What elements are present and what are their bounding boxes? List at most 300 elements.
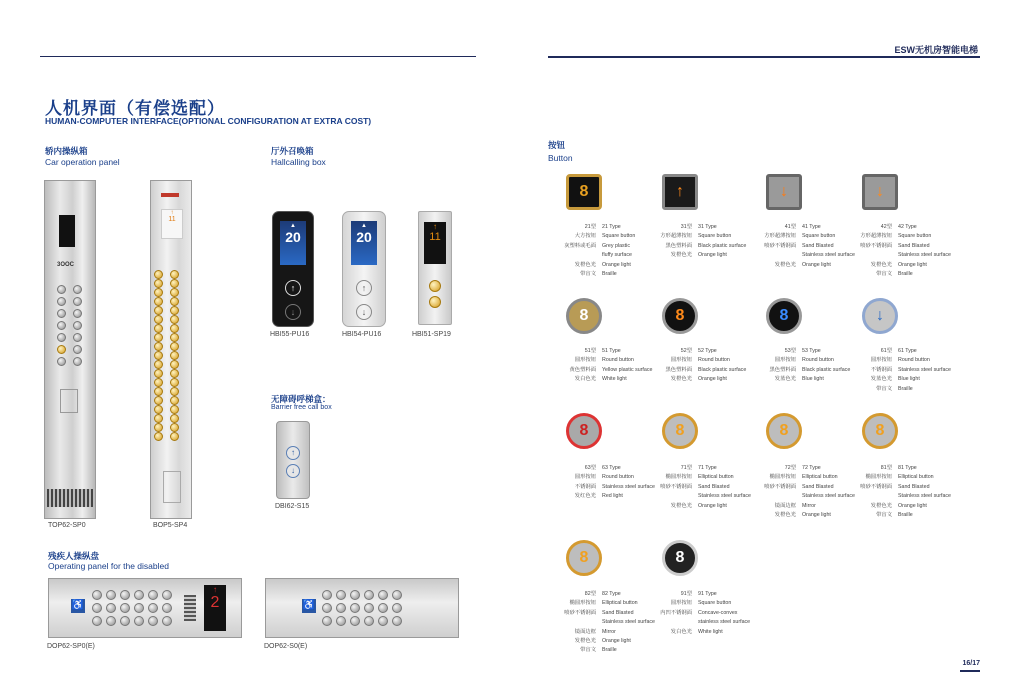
- spec-label-en: Mirror: [602, 628, 616, 635]
- spec-label-cn: 黑色塑料面: [665, 366, 692, 373]
- spec-label-en: Concave-convex: [698, 609, 738, 616]
- button-sample-31: [662, 174, 698, 210]
- hall-box-caption: HBI54-PU16: [342, 331, 382, 338]
- spec-label-en: Black plastic surface: [802, 366, 851, 373]
- panel-button: [322, 603, 332, 613]
- hall-box-hbi54: ▲ 20 ↑ ↓: [342, 211, 386, 327]
- car-button: [57, 321, 66, 330]
- keyhole-cover: [60, 389, 78, 413]
- spec-label-cn: 发橙色光: [870, 502, 892, 509]
- panel-button: [92, 603, 102, 613]
- spec-label-cn: 内凹不锈钢面: [660, 609, 692, 616]
- spec-label-cn: 圆形按钮: [574, 357, 596, 364]
- car-button: [154, 387, 163, 396]
- button-sample-72: [766, 413, 802, 449]
- spec-label-en: Stainless steel surface: [898, 493, 951, 500]
- spec-label-en: White light: [698, 628, 723, 635]
- panel-button: [162, 590, 172, 600]
- spec-label-en: Orange light: [898, 261, 927, 268]
- spec-label-cn: 不锈钢面: [870, 366, 892, 373]
- spec-label-cn: 发红色光: [574, 493, 596, 500]
- hall-box-hbi51: ↑ 11: [418, 211, 452, 325]
- spec-label-en: Round button: [898, 357, 930, 364]
- car-button: [57, 333, 66, 342]
- car-button: [57, 345, 66, 354]
- spec-label-en: Braille: [602, 271, 617, 277]
- down-arrow-icon: ↓: [876, 183, 884, 200]
- car-button: [154, 378, 163, 387]
- panel-button: [162, 603, 172, 613]
- car-button: [170, 387, 179, 396]
- button-sample-41: [766, 174, 802, 210]
- spec-label-cn: 圆形按钮: [774, 357, 796, 364]
- button-heading-en: Button: [548, 153, 573, 163]
- car-button: [154, 432, 163, 441]
- spec-label-en: Round button: [602, 474, 634, 481]
- spec-label-en: Elliptical button: [602, 600, 638, 607]
- spec-label-en: 61 Type: [898, 348, 917, 354]
- car-button: [57, 285, 66, 294]
- car-button: [170, 342, 179, 351]
- spec-label-en: Stainless steel surface: [898, 252, 951, 259]
- panel-button: [336, 590, 346, 600]
- button-sample-51: [566, 298, 602, 334]
- spec-label-cn: 81型: [880, 465, 892, 471]
- disabled-button-grid: [322, 590, 412, 630]
- panel-button: [364, 603, 374, 613]
- up-arrow-icon: ↑: [286, 446, 300, 460]
- page-subtitle: HUMAN-COMPUTER INTERFACE(OPTIONAL CONFIGURATION AT EXTRA COST): [45, 116, 372, 126]
- button-glyph: 8: [579, 422, 589, 439]
- header-rule-left: [40, 56, 476, 57]
- car-button: [170, 315, 179, 324]
- spec-label-en: 42 Type: [898, 224, 917, 230]
- spec-label-cn: 黄色塑料面: [569, 366, 596, 373]
- spec-label-en: Mirror: [802, 502, 816, 509]
- disabled-heading-en: Operating panel for the disabled: [48, 561, 169, 571]
- spec-label-cn: 椭圆形按钮: [665, 474, 692, 481]
- header-rule-right: [548, 56, 980, 58]
- car-button: [170, 306, 179, 315]
- spec-label-cn: 喷砂不锈钢面: [860, 242, 892, 249]
- panel-button: [120, 590, 130, 600]
- barrier-free-heading-en: Barrier free call box: [271, 404, 332, 411]
- page-title: 人机界面（有偿选配）: [45, 99, 225, 118]
- button-sample-42: [862, 174, 898, 210]
- spec-label-cn: 方形超薄按钮: [764, 233, 796, 240]
- panel-button: [162, 616, 172, 626]
- car-button: [73, 345, 82, 354]
- button-sample-61: [862, 298, 898, 334]
- spec-label-cn: 51型: [584, 348, 596, 354]
- spec-label-en: Square button: [698, 600, 732, 607]
- spec-label-cn: 发橙色光: [670, 502, 692, 509]
- up-call-button: [429, 280, 441, 292]
- disabled-caption: DOP62-SP0(E): [47, 643, 95, 650]
- spec-label-en: Orange light: [698, 252, 727, 259]
- spec-label-cn: 带盲文: [876, 385, 892, 392]
- hall-box-heading-cn: 厅外召唤箱: [271, 146, 314, 156]
- up-arrow-icon: ↑: [676, 183, 684, 200]
- spec-label-en: 82 Type: [602, 591, 621, 597]
- car-button: [154, 405, 163, 414]
- floor-number: 11: [429, 231, 441, 243]
- panel-button: [350, 590, 360, 600]
- car-button: [170, 414, 179, 423]
- car-button: [154, 279, 163, 288]
- up-arrow-icon: ↑: [285, 280, 301, 296]
- spec-label-en: Stainless steel surface: [602, 483, 655, 490]
- car-button: [170, 369, 179, 378]
- spec-label-en: Elliptical button: [698, 474, 734, 481]
- spec-label-cn: 镜面边框: [574, 628, 596, 635]
- spec-label-cn: 喷砂不锈钢面: [764, 242, 796, 249]
- spec-label-en: Sand Blasted: [898, 242, 930, 249]
- panel-button: [120, 616, 130, 626]
- spec-label-en: 91 Type: [698, 591, 717, 597]
- spec-label-en: Yellow plastic surface: [602, 366, 653, 373]
- panel-button: [392, 590, 402, 600]
- spec-label-en: 81 Type: [898, 465, 917, 471]
- panel-button: [148, 616, 158, 626]
- car-panel-caption: TOP62-SP0: [48, 522, 86, 529]
- car-panel-heading-en: Car operation panel: [45, 157, 120, 167]
- car-button: [73, 297, 82, 306]
- panel-button: [106, 590, 116, 600]
- button-sample-63: [566, 413, 602, 449]
- spec-label-cn: 发橙色光: [670, 376, 692, 383]
- button-glyph: 8: [579, 307, 589, 324]
- button-glyph: 8: [579, 183, 589, 200]
- spec-label-cn: 黑色塑料面: [769, 366, 796, 373]
- spec-label-cn: 42型: [880, 224, 892, 230]
- spec-label-cn: 带盲文: [876, 271, 892, 277]
- spec-label-cn: 72型: [784, 465, 796, 471]
- car-button: [170, 423, 179, 432]
- spec-label-cn: 椭圆形按钮: [865, 474, 892, 481]
- hall-box-caption: HBI55-PU16: [270, 331, 310, 338]
- spec-label-cn: 53型: [784, 348, 796, 354]
- hall-box-caption: HBI51-SP19: [412, 331, 451, 338]
- car-button: [73, 309, 82, 318]
- floor-number: 20: [356, 229, 372, 245]
- panel-button: [322, 590, 332, 600]
- page-number: 16/17: [962, 660, 980, 667]
- spec-label-cn: 91型: [680, 591, 692, 597]
- spec-label-en: Stainless steel surface: [802, 493, 855, 500]
- spec-label-en: Elliptical button: [898, 474, 934, 481]
- spec-label-en: 21 Type: [602, 224, 621, 230]
- car-panel-top62: [44, 180, 96, 519]
- button-sample-52: [662, 298, 698, 334]
- spec-label-cn: 41型: [784, 224, 796, 230]
- spec-label-cn: 方形超薄按钮: [660, 233, 692, 240]
- down-arrow-icon: ↓: [356, 304, 372, 320]
- spec-label-cn: 发橙色光: [574, 638, 596, 644]
- panel-button: [350, 603, 360, 613]
- car-button: [170, 432, 179, 441]
- down-arrow-icon: ↓: [876, 307, 884, 324]
- speaker-grille: [184, 595, 196, 621]
- car-button: [154, 423, 163, 432]
- bop-button-grid: [160, 270, 190, 470]
- button-heading-cn: 按钮: [548, 140, 566, 150]
- car-button: [154, 288, 163, 297]
- panel-button: [106, 603, 116, 613]
- panel-button: [134, 590, 144, 600]
- spec-label-cn: 椭圆形按钮: [769, 474, 796, 481]
- spec-label-en: 53 Type: [802, 348, 821, 354]
- spec-label-cn: 发橙色光: [670, 252, 692, 259]
- spec-label-en: Braille: [602, 647, 617, 654]
- spec-label-cn: 发橙色光: [870, 261, 892, 268]
- floor-number: 20: [285, 229, 301, 245]
- button-glyph: 8: [675, 549, 685, 566]
- spec-label-cn: 发白色光: [574, 376, 596, 383]
- spec-label-en: Orange light: [602, 638, 631, 644]
- car-button: [73, 285, 82, 294]
- panel-button: [92, 616, 102, 626]
- car-button: [154, 351, 163, 360]
- down-call-button: [429, 296, 441, 308]
- spec-label-cn: 发白色光: [670, 628, 692, 635]
- spec-label-cn: 31型: [680, 224, 692, 230]
- spec-label-en: Sand Blasted: [602, 609, 634, 616]
- spec-label-cn: 带盲文: [876, 512, 892, 518]
- spec-label-cn: 61型: [880, 348, 892, 354]
- spec-label-en: Red light: [602, 493, 623, 500]
- car-panel-heading-cn: 轿内操纵箱: [45, 146, 88, 156]
- car-button: [170, 297, 179, 306]
- spec-label-en: Square button: [602, 233, 636, 240]
- button-sample-21: [566, 174, 602, 210]
- spec-label-en: Square button: [698, 233, 732, 240]
- spec-label-cn: 喷砂不锈钢面: [660, 483, 692, 490]
- disabled-caption: DOP62-S0(E): [264, 643, 308, 650]
- disabled-heading-cn: 残疾人操纵盘: [48, 551, 100, 561]
- spec-label-en: Orange light: [802, 261, 831, 268]
- spec-label-cn: 21型: [584, 224, 596, 230]
- floor-arrow-display: ↑ 11: [161, 209, 183, 239]
- spec-label-cn: 圆形按钮: [574, 474, 596, 481]
- wheelchair-icon: ♿: [71, 600, 85, 611]
- spec-label-cn: 71型: [680, 465, 692, 471]
- floor-number: 2: [210, 594, 220, 611]
- spec-label-cn: 大方按钮: [574, 233, 596, 240]
- bop-caption: BOP5-SP4: [153, 522, 188, 529]
- spec-label-cn: 发橙色光: [774, 261, 796, 268]
- brand-title: ESW无机房智能电梯: [894, 45, 978, 55]
- button-glyph: 8: [675, 422, 685, 439]
- spec-label-en: White light: [602, 376, 627, 383]
- panel-button: [378, 616, 388, 626]
- button-glyph: 8: [875, 422, 885, 439]
- spec-label-en: Braille: [898, 385, 913, 392]
- wheelchair-icon: ♿: [302, 600, 316, 611]
- spec-label-en: Blue light: [898, 376, 920, 383]
- car-button: [170, 288, 179, 297]
- panel-button: [134, 616, 144, 626]
- spec-label-en: Square button: [898, 233, 932, 240]
- spec-label-en: Sand Blasted: [802, 483, 834, 490]
- button-glyph: 8: [779, 422, 789, 439]
- spec-label-en: Black plastic surface: [698, 366, 747, 373]
- car-button: [170, 324, 179, 333]
- spec-label-cn: 发橙色光: [774, 512, 796, 518]
- car-button: [170, 333, 179, 342]
- car-button: [154, 315, 163, 324]
- car-button: [170, 405, 179, 414]
- spec-label-en: Sand Blasted: [802, 242, 834, 249]
- spec-label-en: 72 Type: [802, 465, 821, 471]
- car-button: [170, 270, 179, 279]
- spec-label-cn: 63型: [584, 465, 596, 471]
- car-button: [154, 270, 163, 279]
- car-button: [154, 414, 163, 423]
- car-button: [170, 360, 179, 369]
- car-button: [170, 279, 179, 288]
- panel-button: [336, 603, 346, 613]
- spec-label-cn: 发橙色光: [574, 261, 596, 268]
- down-arrow-icon: ↓: [286, 464, 300, 478]
- spec-label-en: Orange light: [698, 376, 727, 383]
- hall-box-heading-en: Hallcalling box: [271, 157, 326, 167]
- floor-display: ↑ 2: [204, 585, 226, 631]
- button-glyph: 8: [675, 307, 685, 324]
- spec-label-en: Sand Blasted: [698, 483, 730, 490]
- spec-label-cn: 带盲文: [580, 271, 596, 277]
- spec-label-cn: 52型: [680, 348, 692, 354]
- button-sample-71: [662, 413, 698, 449]
- button-sample-91: [662, 540, 698, 576]
- panel-button: [392, 603, 402, 613]
- car-button: [170, 351, 179, 360]
- panel-brand-strip: [161, 193, 179, 197]
- spec-label-en: Braille: [898, 512, 913, 518]
- spec-label-en: Round button: [698, 357, 730, 364]
- spec-label-cn: 喷砂不锈钢面: [860, 483, 892, 490]
- hall-box-hbi55: ▲ 20 ↑ ↓: [272, 211, 314, 327]
- spec-label-cn: 82型: [584, 591, 596, 597]
- car-button: [73, 321, 82, 330]
- spec-label-en: Round button: [802, 357, 834, 364]
- spec-label-cn: 发蓝色光: [870, 376, 892, 383]
- panel-button: [378, 590, 388, 600]
- button-glyph: 8: [779, 307, 789, 324]
- car-button: [154, 360, 163, 369]
- car-button: [154, 297, 163, 306]
- panel-logo: 3OOC: [57, 262, 75, 268]
- spec-label-cn: 圆形按钮: [870, 357, 892, 364]
- panel-button: [336, 616, 346, 626]
- panel-button: [120, 603, 130, 613]
- car-button: [154, 333, 163, 342]
- car-button: [154, 324, 163, 333]
- spec-label-en: 51 Type: [602, 348, 621, 354]
- spec-label-cn: 不锈钢面: [574, 483, 596, 490]
- spec-label-en: Stainless steel surface: [898, 366, 951, 373]
- spec-label-cn: 带盲文: [580, 647, 596, 654]
- floor-display: [59, 215, 75, 247]
- spec-label-cn: 镜面边框: [774, 502, 796, 509]
- spec-label-cn: 圆形按钮: [670, 357, 692, 364]
- panel-button: [92, 590, 102, 600]
- car-button: [154, 342, 163, 351]
- spec-label-en: Orange light: [602, 261, 631, 268]
- car-button: [73, 333, 82, 342]
- button-sample-53: [766, 298, 802, 334]
- panel-button: [148, 590, 158, 600]
- spec-label-en: Black plastic surface: [698, 242, 747, 249]
- panel-button: [364, 616, 374, 626]
- down-arrow-icon: ↓: [780, 183, 788, 200]
- car-button: [57, 357, 66, 366]
- panel-button: [392, 616, 402, 626]
- button-sample-81: [862, 413, 898, 449]
- spec-label-en: Blue light: [802, 376, 824, 383]
- panel-button: [350, 616, 360, 626]
- spec-label-en: fluffy surface: [602, 252, 632, 259]
- spec-label-en: 31 Type: [698, 224, 717, 230]
- car-button: [154, 369, 163, 378]
- panel-button: [322, 616, 332, 626]
- spec-label-en: Round button: [602, 357, 634, 364]
- spec-label-cn: 喷砂不锈钢面: [564, 609, 596, 616]
- spec-label-en: Braille: [898, 271, 913, 277]
- spec-label-en: Grey plastic: [602, 242, 630, 249]
- spec-label-en: 63 Type: [602, 465, 621, 471]
- barrier-free-caption: DBI62-S15: [275, 503, 310, 510]
- spec-label-cn: 喷砂不锈钢面: [764, 483, 796, 490]
- panel-button: [148, 603, 158, 613]
- car-button: [154, 396, 163, 405]
- button-sample-82: [566, 540, 602, 576]
- button-glyph: 8: [579, 549, 589, 566]
- spec-label-en: Square button: [802, 233, 836, 240]
- car-button: [57, 297, 66, 306]
- spec-label-en: Stainless steel surface: [602, 619, 655, 626]
- spec-label-en: 52 Type: [698, 348, 717, 354]
- spec-label-en: Stainless steel surface: [698, 493, 751, 500]
- spec-label-en: 41 Type: [802, 224, 821, 230]
- car-button: [170, 378, 179, 387]
- car-button: [154, 306, 163, 315]
- panel-button: [364, 590, 374, 600]
- car-button: [73, 357, 82, 366]
- access-door: [163, 471, 181, 503]
- down-arrow-icon: ↓: [285, 304, 301, 320]
- footer-rule: [960, 670, 980, 672]
- panel-button: [134, 603, 144, 613]
- speaker-grille: [47, 489, 93, 507]
- car-button: [170, 396, 179, 405]
- spec-label-cn: 灰塑料或毛面: [564, 242, 596, 249]
- spec-label-cn: 椭圆形按钮: [569, 600, 596, 607]
- spec-label-cn: 圆形按钮: [670, 600, 692, 607]
- spec-label-en: Sand Blasted: [898, 483, 930, 490]
- car-button: [57, 309, 66, 318]
- spec-label-cn: 黑色塑料面: [665, 242, 692, 249]
- spec-label-en: Stainless steel surface: [802, 252, 855, 259]
- up-arrow-icon: ↑: [356, 280, 372, 296]
- panel-button: [378, 603, 388, 613]
- panel-button: [106, 616, 116, 626]
- spec-label-en: Orange light: [802, 512, 831, 518]
- spec-label-en: stainless steel surface: [698, 619, 751, 626]
- spec-label-cn: 方形超薄按钮: [860, 233, 892, 240]
- spec-label-en: Orange light: [698, 502, 727, 509]
- disabled-button-grid: [92, 590, 182, 630]
